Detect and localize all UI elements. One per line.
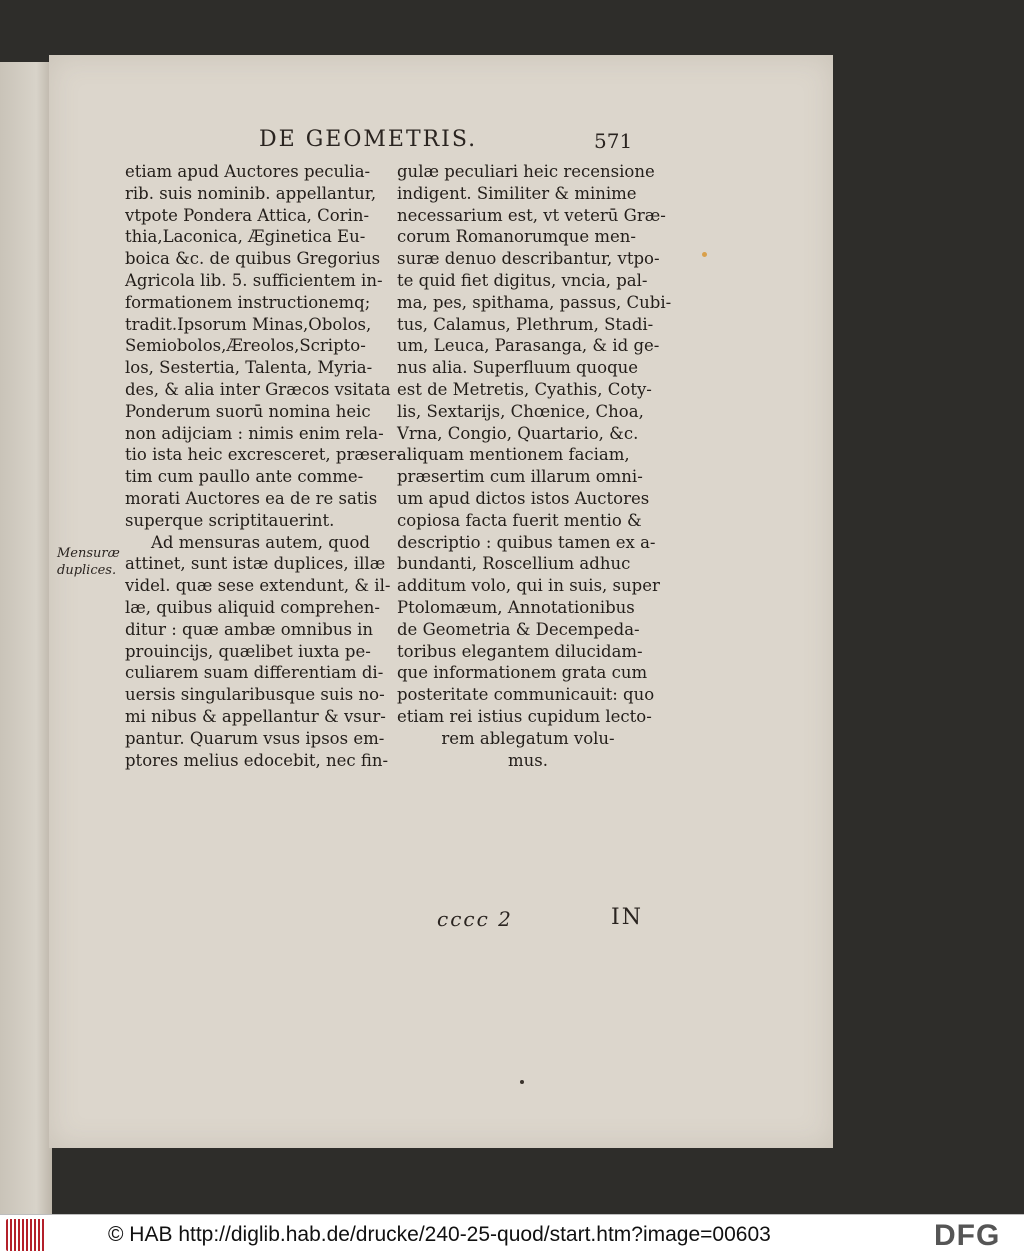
text-line: gulæ peculiari heic recensione: [397, 162, 655, 181]
text-line: suræ denuo describantur, vtpo-: [397, 249, 660, 269]
adjacent-page-bleed: [2, 548, 50, 562]
text-line: est de Metretis, Cyathis, Coty-: [397, 379, 652, 399]
text-line: additum volo, qui in suis, super: [397, 576, 660, 596]
text-line: ma, pes, spithama, passus, Cubi-: [397, 292, 672, 312]
marginal-note: [57, 545, 125, 579]
viewer-footer: [0, 1214, 1024, 1256]
text-line: prouincijs, quælibet iuxta pe-: [125, 641, 371, 661]
text-line: des, & alia inter Græcos vsitata: [125, 379, 391, 399]
text-line: mus.: [508, 750, 548, 770]
text-line: pantur. Quarum vsus ipsos em-: [125, 728, 385, 748]
text-line: mi nibus & appellantur & vsur-: [125, 706, 386, 726]
text-line: vtpote Pondera Attica, Corin-: [125, 205, 370, 225]
text-line: los, Sestertia, Talenta, Myria-: [125, 358, 373, 378]
running-head: DE GEOMETRIS.: [259, 127, 478, 152]
page-number: 571: [594, 129, 633, 153]
text-line: copiosa facta fuerit mentio &: [397, 510, 642, 530]
text-line: lis, Sextarijs, Chœnice, Choa,: [397, 401, 644, 421]
text-line: non adijciam : nimis enim rela-: [125, 423, 384, 443]
left-text-column: [125, 161, 402, 771]
text-line: etiam apud Auctores peculia-: [125, 162, 371, 181]
copyright-link[interactable]: © HAB http://diglib.hab.de/drucke/240-25-quod/start.htm?image=00603: [108, 1223, 771, 1246]
text-line: culiarem suam differentiam di-: [125, 663, 384, 683]
text-line: Ptolomæum, Annotationibus: [397, 597, 635, 617]
text-line: superque scriptitauerint.: [125, 510, 335, 530]
text-line: rem ablegatum volu-: [441, 728, 615, 748]
adjacent-page-edge: [0, 62, 52, 1214]
text-line: videl. quæ sese extendunt, & il-: [125, 576, 391, 596]
text-line: tradit.Ipsorum Minas,Obolos,: [125, 314, 372, 334]
catchword: IN: [611, 905, 643, 930]
text-line: formationem instructionemq;: [125, 292, 371, 312]
text-line: morati Auctores ea de re satis: [125, 488, 378, 508]
dfg-logo: DFG: [934, 1219, 1001, 1252]
text-line: attinet, sunt istæ duplices, illæ: [125, 554, 386, 574]
text-line: descriptio : quibus tamen ex a-: [397, 532, 656, 552]
text-line: Agricola lib. 5. sufficientem in-: [125, 270, 383, 290]
text-line: læ, quibus aliquid comprehen-: [125, 597, 380, 617]
text-line: um apud dictos istos Auctores: [397, 488, 650, 508]
text-line: toribus elegantem dilucidam-: [397, 641, 643, 661]
marginal-note-line: Mensuræ: [57, 546, 120, 561]
text-line: que informationem grata cum: [397, 663, 648, 683]
paper-spot: [702, 252, 707, 257]
text-line: tio ista heic excresceret, præser-: [125, 445, 402, 465]
text-line: te quid fiet digitus, vncia, pal-: [397, 270, 648, 290]
text-line: Semiobolos,Æreolos,Scripto-: [125, 336, 366, 356]
text-line: ditur : quæ ambæ omnibus in: [125, 619, 374, 639]
text-line: ptores melius edocebit, nec fin-: [125, 750, 389, 770]
text-line: præsertim cum illarum omni-: [397, 467, 643, 487]
text-line: uersis singularibusque suis no-: [125, 685, 385, 705]
paper-spot: [520, 1080, 524, 1084]
text-line: necessarium est, vt veterū Græ-: [397, 205, 666, 225]
text-line: de Geometria & Decempeda-: [397, 619, 640, 639]
signature-mark: cccc 2: [437, 907, 513, 931]
text-line: tim cum paullo ante comme-: [125, 467, 364, 487]
text-line: Ponderum suorū nomina heic: [125, 401, 371, 421]
text-line: posteritate communicauit: quo: [397, 685, 655, 705]
right-text-column: [397, 161, 672, 771]
text-line: etiam rei istius cupidum lecto-: [397, 706, 652, 726]
text-line: Ad mensuras autem, quod: [151, 532, 370, 552]
text-line: thia,Laconica, Æginetica Eu-: [125, 227, 366, 247]
text-line: bundanti, Roscellium adhuc: [397, 554, 631, 574]
hab-logo-icon: [6, 1219, 46, 1251]
text-line: boica &c. de quibus Gregorius: [125, 249, 381, 269]
text-line: indigent. Similiter & minime: [397, 183, 637, 203]
text-line: nus alia. Superfluum quoque: [397, 358, 639, 378]
text-line: aliquam mentionem faciam,: [397, 445, 630, 465]
text-line: rib. suis nominib. appellantur,: [125, 183, 377, 203]
text-line: tus, Calamus, Plethrum, Stadi-: [397, 314, 654, 334]
text-line: Vrna, Congio, Quartario, &c.: [397, 423, 639, 443]
text-line: um, Leuca, Parasanga, & id ge-: [397, 336, 660, 356]
marginal-note-line: duplices.: [57, 563, 117, 578]
text-line: corum Romanorumque men-: [397, 227, 636, 247]
book-page: [49, 55, 833, 1148]
